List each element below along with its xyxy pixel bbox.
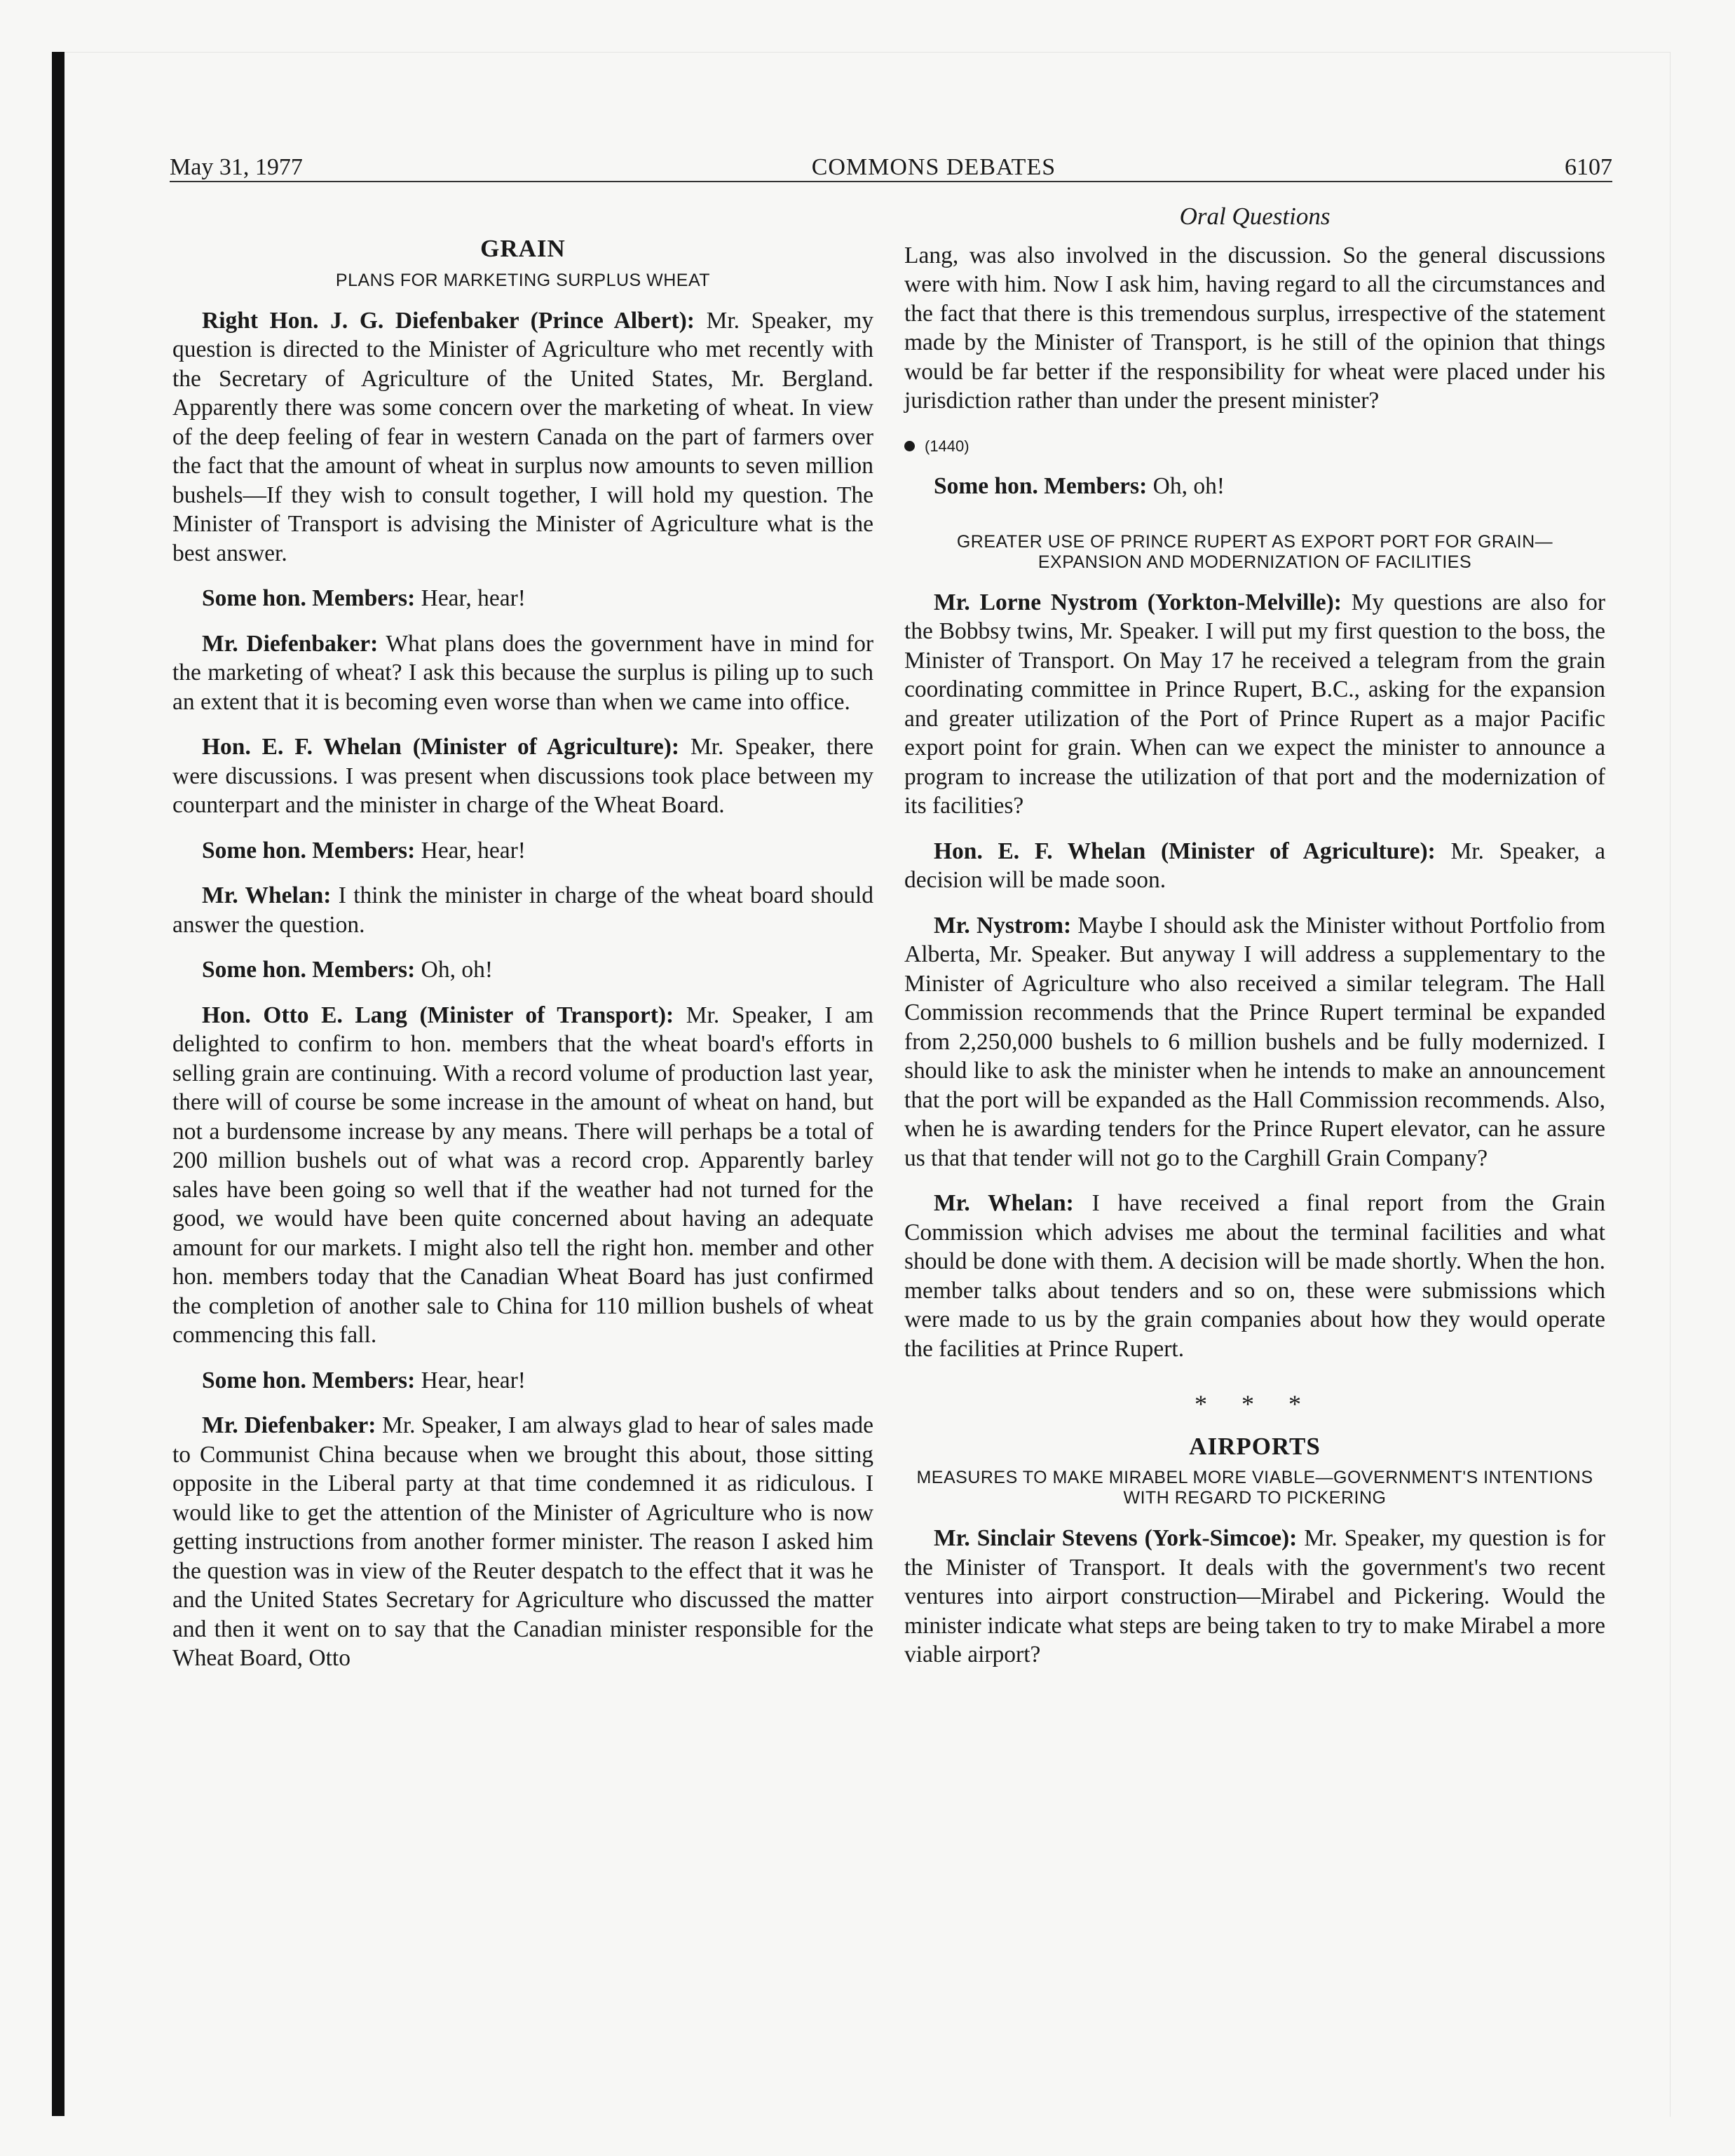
header-date: May 31, 1977 [170, 154, 303, 180]
speech-text: Hear, hear! [421, 585, 526, 611]
speech-paragraph [172, 955, 873, 985]
running-head: Oral Questions [1179, 203, 1331, 230]
speaker-name: Some hon. Members: [202, 957, 416, 983]
speech-paragraph [904, 911, 1605, 1173]
speech-text: Mr. Speaker, I am delighted to confirm to hon. members that the wheat board's efforts in selling grain are continuing. With a record volume of production last year, there will of course be some increase in the amount of wheat on hand, but not a burdensome increase by any means. There will perhaps be a total of 200 million bushels out of what was a record crop. Apparently barley sales have been going so well that if the weather had not turned for the good, we would have been quite concerned about having an adequate amount for our markets. I might also tell the right hon. member and other hon. members today that the Canadian Wheat Board has just confirmed the completion of another sale to China for 110 million bushels of wheat commencing this fall. [172, 1002, 874, 1348]
speech-text: Mr. Speaker, I am always glad to hear of sales made to Communist China because when we brought this about, those sitting opposite in the Liberal party at that time condemned it as ridiculous. I would like to get the attention of the Minister of Agriculture who is now getting instructions from another former minister. The reason I asked him the question was in view of the Reuter despatch to the effect that it was he and the United States Secretary for Agriculture who discussed the matter and then it went on to say that the Canadian minister responsible for the Wheat Board, Otto [172, 1412, 874, 1671]
speaker-name: Right Hon. J. G. Diefenbaker (Prince Albert): [202, 307, 695, 334]
speaker-name: Hon. E. F. Whelan (Minister of Agriculture): [202, 734, 680, 760]
speech-paragraph [904, 1524, 1605, 1670]
speech-text: My questions are also for the Bobbsy twins, Mr. Speaker. I will put my first question to the boss, the Minister of Transport. On May 17 he received a telegram from the grain coordinating committee in Prince Rupert, B.C., asking for the expansion and greater utilization of the Port of Prince Rupert as a major Pacific export point for grain. When can we expect the minister to announce a program to increase the utilization of that port and the modernization of its facilities? [904, 589, 1606, 819]
speech-text: I have received a final report from the Grain Commission which advises me about the terminal facilities and what should be done with them. A decision will be made shortly. When the hon. member talks about tenders and so on, these were submissions which were made to us by the grain companies about how they would operate the facilities at Prince Rupert. [904, 1190, 1606, 1362]
speech-text: I think the minister in charge of the wheat board should answer the question. [172, 882, 873, 938]
speech-paragraph [904, 472, 1605, 501]
speaker-name: Mr. Sinclair Stevens (York-Simcoe): [934, 1525, 1298, 1551]
speech-paragraph [172, 584, 873, 613]
page-header [170, 149, 1612, 181]
speech-text: Oh, oh! [421, 957, 493, 983]
speech-text: Mr. Speaker, my question is directed to the Minister of Agriculture who met recently with the Secretary of Agriculture of the United States, Mr. Bergland. Apparently there was some concern over the marketing of wheat. In view of the deep feeling of fear in western Canada on the part of farmers over the fact that the amount of wheat in surplus now amounts to seven million bushels—If they wish to consult together, I will hold my question. The Minister of Transport is advising the Minister of Agriculture what is the best answer. [172, 307, 873, 566]
speech-text: Oh, oh! [1152, 473, 1225, 499]
speaker-name: Some hon. Members: [202, 837, 416, 864]
header-publication: COMMONS DEBATES [811, 154, 1056, 180]
speech-paragraph [172, 836, 873, 866]
speaker-name: Hon. E. F. Whelan (Minister of Agriculture): [934, 838, 1436, 864]
time-marker-text: (1440) [925, 437, 969, 455]
speech-text: Mr. Speaker, a decision will be made soon. [904, 838, 1606, 893]
header-rule [170, 181, 1612, 182]
speaker-name: Mr. Diefenbaker: [202, 1412, 376, 1438]
speaker-name: Hon. Otto E. Lang (Minister of Transport): [202, 1002, 674, 1028]
speaker-name: Mr. Whelan: [202, 882, 332, 908]
speech-text: Mr. Speaker, there were discussions. I was present when discussions took place between my counterpart and the minister in charge of the Wheat Board. [172, 734, 873, 818]
right-column [904, 196, 1605, 1686]
speaker-name: Some hon. Members: [202, 1367, 416, 1393]
speaker-name: Some hon. Members: [934, 473, 1148, 499]
speech-text: Hear, hear! [421, 837, 526, 864]
speaker-name: Mr. Diefenbaker: [202, 630, 379, 657]
header-page-number: 6107 [1565, 154, 1612, 180]
speech-text: Maybe I should ask the Minister without Portfolio from Alberta, Mr. Speaker. But anyway I will address a supplementary to the Minister of Agriculture who also received a similar telegram. The Hall Commission recommends that the Prince Rupert terminal be expanded from 2,250,000 bushels to 6 million bushels and be fully modernized. I should like to ask the minister when he intends to make an announcement that the port will be expanded as the Hall Commission recommends. Also, when he is awarding tenders for the Prince Rupert elevator, can he assure us that that tender will not go to the Carghill Grain Company? [904, 912, 1606, 1171]
section-separator: * * * [1195, 1390, 1315, 1418]
scan-left-edge [52, 52, 64, 2116]
speech-paragraph [172, 732, 873, 820]
speaker-name: Mr. Nystrom: [934, 912, 1072, 939]
speaker-name: Some hon. Members: [202, 585, 416, 611]
speech-paragraph [172, 881, 873, 939]
speech-paragraph [172, 629, 873, 717]
section-title-airports: AIRPORTS [1189, 1432, 1321, 1460]
speech-paragraph [172, 1411, 873, 1673]
left-column [172, 196, 873, 1689]
speaker-name: Mr. Whelan: [934, 1190, 1074, 1216]
speech-continuation: Lang, was also involved in the discussion. So the general discussions were with him. Now I ask him, having regard to all the circumstances and the fact that there is this tremendous surplus, irrespective of the statement made by the Minister of Transport, is he still of the opinion that things would be far better if the responsibility for wheat were placed under his jurisdiction rather than under the present minister? [904, 242, 1605, 414]
speech-paragraph [172, 306, 873, 568]
speech-paragraph [172, 1366, 873, 1396]
subhead-prince-rupert: GREATER USE OF PRINCE RUPERT AS EXPORT PORT FOR GRAIN—EXPANSION AND MODERNIZATION OF FACILITIES [956, 531, 1553, 572]
speech-text: Hear, hear! [421, 1367, 526, 1393]
speech-paragraph [904, 837, 1605, 895]
bullet-icon [904, 441, 915, 451]
speaker-name: Mr. Lorne Nystrom (Yorkton-Melville): [934, 589, 1342, 615]
subhead-marketing-surplus-wheat: PLANS FOR MARKETING SURPLUS WHEAT [335, 270, 711, 290]
speech-text: What plans does the government have in mind for the marketing of wheat? I ask this because the surplus is piling up to such an extent that it is becoming even worse than when we came into office. [172, 630, 873, 715]
speech-paragraph [904, 588, 1605, 821]
speech-paragraph [904, 1189, 1605, 1363]
time-marker [904, 432, 1605, 461]
speech-text: Mr. Speaker, my question is for the Minister of Transport. It deals with the government's two recent ventures into airport construction—Mirabel and Pickering. Would the minister indicate what steps are being taken to try to make Mirabel a more viable airport? [904, 1525, 1606, 1667]
speech-paragraph [172, 1001, 873, 1350]
subhead-mirabel-pickering: MEASURES TO MAKE MIRABEL MORE VIABLE—GOVERNMENT'S INTENTIONS WITH REGARD TO PICKERING [916, 1468, 1593, 1508]
section-title-grain: GRAIN [480, 235, 566, 262]
